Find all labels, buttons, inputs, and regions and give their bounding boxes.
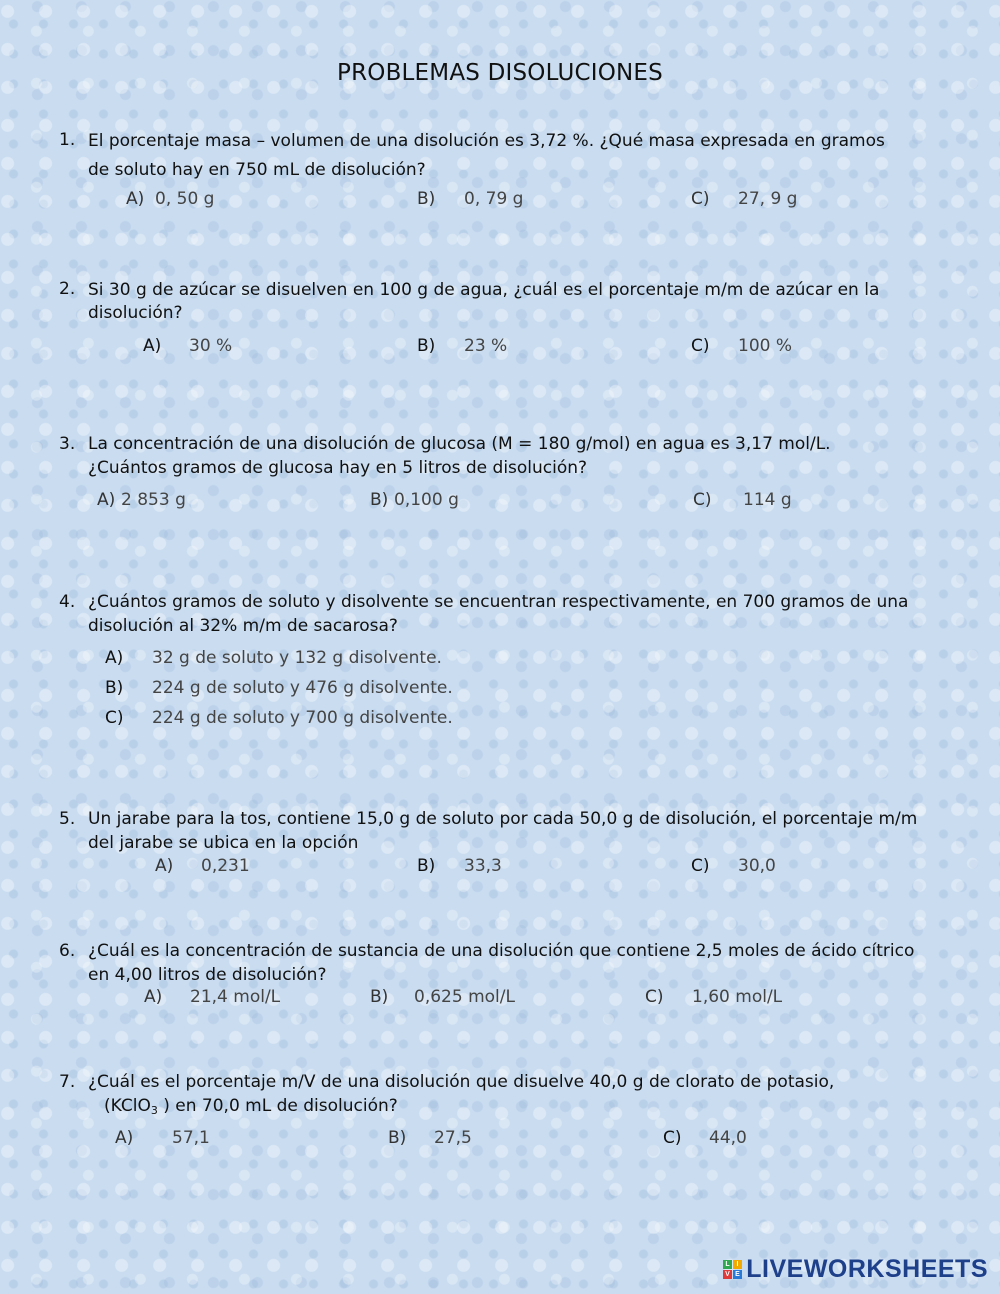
option-c-letter: C) (105, 708, 124, 728)
option-c-letter: C) (691, 856, 710, 876)
option-a-letter: A) (105, 648, 124, 668)
answer-input-b[interactable]: 27,5 (434, 1128, 472, 1148)
question-text-line: Si 30 g de azúcar se disuelven en 100 g de agua, ¿cuál es el porcentaje m/m de azúcar en la (88, 280, 880, 300)
answer-option-a[interactable]: 32 g de soluto y 132 g disolvente. (152, 648, 442, 668)
answer-input-b[interactable]: 0,100 g (394, 490, 459, 510)
question-text-line: de soluto hay en 750 mL de disolución? (88, 160, 426, 180)
liveworksheets-logo[interactable] (723, 1255, 988, 1284)
answer-input-c[interactable]: 30,0 (738, 856, 776, 876)
option-c-letter: C) (691, 189, 710, 209)
option-a-letter: A) (143, 336, 162, 356)
question-text-line: disolución? (88, 303, 183, 323)
question-text-line: del jarabe se ubica en la opción (88, 833, 359, 853)
option-b-letter: B) (417, 856, 436, 876)
answer-input-c[interactable]: 44,0 (709, 1128, 747, 1148)
answer-input-a[interactable]: 0,231 (201, 856, 250, 876)
option-b-letter: B) (105, 678, 124, 698)
option-c-letter: C) (663, 1128, 682, 1148)
option-a-letter: A) (126, 189, 145, 209)
page-title: PROBLEMAS DISOLUCIONES (337, 60, 663, 86)
option-c-letter: C) (691, 336, 710, 356)
logo-tile: L (723, 1260, 732, 1269)
answer-option-c[interactable]: 224 g de soluto y 700 g disolvente. (152, 708, 453, 728)
answer-input-c[interactable]: 27, 9 g (738, 189, 798, 209)
option-b-letter: B) (370, 987, 389, 1007)
question-text-line: ¿Cuántos gramos de glucosa hay en 5 litros de disolución? (88, 458, 588, 478)
answer-input-c[interactable]: 114 g (743, 490, 792, 510)
question-text-line: ¿Cuál es el porcentaje m/V de una disolución que disuelve 40,0 g de clorato de potasio, (88, 1072, 835, 1092)
question-text-line: La concentración de una disolución de glucosa (M = 180 g/mol) en agua es 3,17 mol/L. (88, 434, 831, 454)
answer-option-b[interactable]: 224 g de soluto y 476 g disolvente. (152, 678, 453, 698)
option-a-letter: A) (155, 856, 174, 876)
option-b-letter: B) (417, 189, 436, 209)
question-number: 3. (59, 434, 76, 454)
question-text-line: El porcentaje masa – volumen de una disolución es 3,72 %. ¿Qué masa expresada en gramos (88, 131, 885, 151)
question-number: 2. (59, 279, 76, 299)
answer-input-a[interactable]: 30 % (189, 336, 233, 356)
question-number: 1. (59, 130, 76, 150)
option-b-letter: B) (417, 336, 436, 356)
logo-tile: I (733, 1260, 742, 1269)
question-number: 5. (59, 809, 76, 829)
brand-name: LIVEWORKSHEETS (746, 1255, 988, 1283)
question-text-line: Un jarabe para la tos, contiene 15,0 g de soluto por cada 50,0 g de disolución, el porcentaje m/m (88, 809, 918, 829)
formula-prefix: (KClO (104, 1096, 151, 1116)
logo-tile: V (725, 1271, 731, 1278)
option-c-letter: C) (645, 987, 664, 1007)
logo-grid-icon (723, 1260, 742, 1279)
question-text-line: ¿Cuál es la concentración de sustancia de una disolución que contiene 2,5 moles de ácido cítrico (88, 941, 915, 961)
answer-input-a[interactable]: 0, 50 g (155, 189, 215, 209)
formula-suffix: ) en 70,0 mL de disolución? (157, 1096, 398, 1116)
question-text-line: ¿Cuántos gramos de soluto y disolvente se encuentran respectivamente, en 700 gramos de una (88, 592, 909, 612)
answer-input-b[interactable]: 0, 79 g (464, 189, 524, 209)
option-a-letter: A) (115, 1128, 134, 1148)
question-text-line (104, 1094, 398, 1120)
question-number: 7. (59, 1072, 76, 1092)
formula-subscript: 3 (150, 1104, 158, 1117)
answer-input-a[interactable]: 57,1 (172, 1128, 210, 1148)
answer-input-b[interactable]: 23 % (464, 336, 508, 356)
answer-input-a[interactable]: 21,4 mol/L (190, 987, 281, 1007)
option-a-letter: A) (97, 490, 116, 510)
option-c-letter: C) (693, 490, 712, 510)
answer-input-c[interactable]: 100 % (738, 336, 793, 356)
answer-input-b[interactable]: 33,3 (464, 856, 502, 876)
option-b-letter: B) (370, 490, 389, 510)
question-text-line: en 4,00 litros de disolución? (88, 965, 327, 985)
option-a-letter: A) (144, 987, 163, 1007)
answer-input-b[interactable]: 0,625 mol/L (414, 987, 515, 1007)
answer-input-c[interactable]: 1,60 mol/L (692, 987, 783, 1007)
answer-input-a[interactable]: 2 853 g (121, 490, 186, 510)
question-number: 4. (59, 592, 76, 612)
question-text-line: disolución al 32% m/m de sacarosa? (88, 616, 398, 636)
question-number: 6. (59, 941, 76, 961)
option-b-letter: B) (388, 1128, 407, 1148)
logo-tile: E (735, 1271, 741, 1278)
